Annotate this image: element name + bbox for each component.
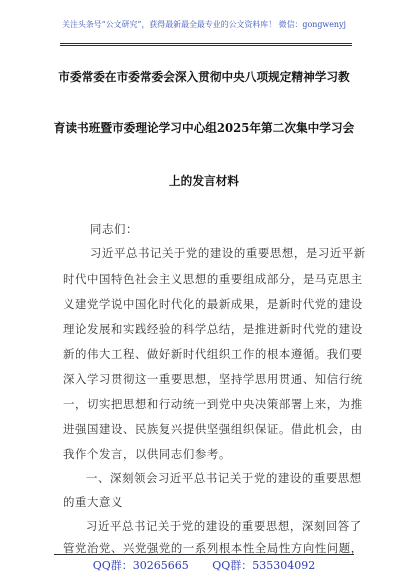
document-title-line-3: 上的发言材料	[169, 174, 239, 188]
section-heading: 一、深刻领会习近平总书记关于党的建设的重要思想	[86, 471, 362, 485]
section-heading-cont: 的重大意义	[63, 495, 123, 509]
body-line: 时代中国特色社会主义思想的重要组成部分，是马克思主	[63, 272, 363, 286]
footer-qq-group-1: QQ群：30265665	[92, 559, 189, 572]
body-line: 我作个发言，以供同志们参考。	[63, 447, 231, 461]
document-title-line-1: 市委常委在市委常委会深入贯彻中央八项规定精神学习教	[58, 70, 350, 84]
footer-qq-group-2: QQ群：535304092	[212, 559, 316, 572]
body-line: 进强国建设、民族复兴提供坚强组织保证。借此机会，由	[63, 422, 363, 436]
header-banner: 关注头条号“公文研究”，获得最新最全最专业的公文资料库！ 微信：gongwenyj	[62, 20, 346, 29]
body-line: 义建党学说中国化时代化的最新成果，是新时代党的建设	[63, 297, 363, 311]
salutation: 同志们：	[90, 222, 138, 236]
body-line: 理论发展和实践经验的科学总结，是推进新时代党的建设	[63, 322, 363, 336]
body-line: 习近平总书记关于党的建设的重要思想，是习近平新	[90, 246, 366, 260]
footer-divider	[54, 554, 354, 555]
document-title-line-2: 育读书班暨市委理论学习中心组2025年第二次集中学习会	[53, 121, 355, 135]
body-line: 新的伟大工程、做好新时代组织工作的根本遵循。我们要	[63, 347, 363, 361]
footer-contacts	[0, 557, 408, 575]
body-line: 管党治党、兴党强党的一系列根本性全局性方向性问题，	[63, 541, 363, 555]
header-divider-thin	[60, 45, 352, 46]
body-line: 深入学习贯彻这一重要思想，坚持学思用贯通、知信行统	[63, 372, 363, 386]
body-line: 一，切实把思想和行动统一到党中央决策部署上来，为推	[63, 397, 363, 411]
header-divider	[60, 43, 352, 44]
body-line: 习近平总书记关于党的建设的重要思想，深刻回答了	[86, 519, 362, 533]
